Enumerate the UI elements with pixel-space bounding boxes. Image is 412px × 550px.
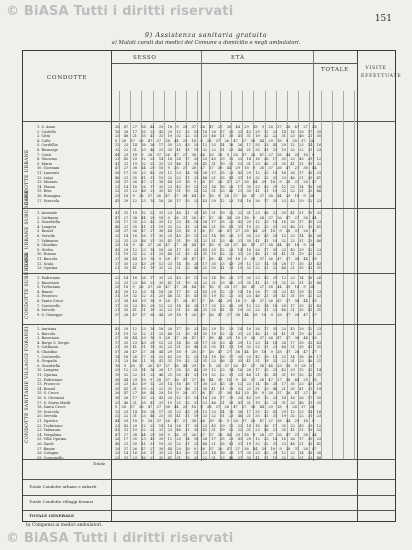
row-name: 6. Chiadino [37, 350, 58, 354]
statistics-table [22, 50, 402, 522]
row-name: 9. Maria [37, 161, 53, 166]
row-name: 1. Padriciano [37, 276, 61, 280]
row-name: 7. Valmaura [37, 238, 59, 243]
row-name: 13. Prosecco [37, 382, 60, 387]
row-values: 31 19 32 22 31 23 46 21 35 41 31 19 32 22 31 23 46 21 35 41 31 19 32 22 [115, 331, 322, 336]
row-values: 41 31 19 32 22 31 23 46 21 35 41 31 19 32 22 31 23 46 21 35 41 31 19 32 [115, 211, 322, 215]
section-urbane: CONDOTTE URBANE [25, 149, 30, 205]
row-values: 17 35 23 43 29 12 23 14 16 26 17 35 23 43 29 12 23 14 16 26 17 35 23 43 [115, 261, 322, 266]
row-values: 29 18 9 28 37 26 47 27 38 44 29 18 9 28 37 26 47 27 38 44 29 18 9 28 [115, 285, 315, 290]
row-name: 10. Roiano [37, 252, 56, 257]
row-name: 13. Munaro [37, 180, 58, 185]
header-totale: TOTALE [321, 67, 349, 73]
row-values: 28 37 26 47 27 38 44 29 18 9 28 37 26 47 27 38 44 29 18 9 28 37 26 47 [115, 180, 317, 185]
row-values: 37 26 47 27 38 44 29 18 9 28 37 26 47 27 38 44 29 18 9 28 37 26 47 27 [115, 350, 317, 354]
row-name: 3. Città [37, 134, 51, 139]
row-values: 22 31 23 46 21 35 41 31 19 32 22 31 23 46 21 35 41 31 19 32 22 31 23 46 [115, 455, 322, 460]
row-values: 47 27 38 44 29 18 9 28 37 26 47 27 38 44 29 18 9 28 37 26 47 27 38 44 [115, 166, 317, 171]
row-values: 32 22 31 23 46 21 35 41 31 19 32 22 31 23 46 21 35 41 31 19 32 22 31 23 [115, 414, 322, 419]
row-name: 18. Santa Croce [37, 405, 66, 410]
row-name: 17. Scorcola [37, 198, 60, 203]
row-values: 22 31 23 46 21 35 41 31 19 32 22 31 23 46 21 35 41 31 19 32 22 31 23 46 [115, 238, 322, 243]
row-values: 23 43 29 12 23 14 16 26 17 35 23 43 29 12 23 14 16 26 17 35 23 43 29 12 [115, 157, 322, 162]
row-name: 8. Servola [37, 308, 55, 313]
row-name: 16. S. Giovanni [37, 396, 64, 400]
row-values: 17 35 23 43 29 12 23 14 16 26 17 35 23 43 29 12 23 14 16 26 17 35 23 43 [115, 303, 322, 308]
row-values: 19 32 22 31 23 46 21 35 41 31 19 32 22 31 23 46 21 35 41 31 19 32 22 31 [115, 373, 322, 377]
row-name: 12. Scala [37, 261, 54, 266]
row-name: 1. S. Anna [37, 125, 56, 129]
row-values: 29 18 9 28 37 26 47 27 38 44 29 18 9 28 37 26 47 27 38 44 29 18 9 28 [115, 243, 315, 248]
summary-urban: Totale Condotte urbane e suburb. [29, 484, 98, 489]
section-suburbane: CONDOTTE SUBURBANE [25, 252, 30, 319]
header-sesso: SESSO [133, 55, 157, 61]
row-values: 14 16 26 17 35 23 43 29 12 23 14 16 26 17 35 23 43 29 12 23 14 16 26 17 [115, 354, 322, 359]
row-values: 28 37 26 47 27 38 44 29 18 9 28 37 26 47 27 38 44 29 18 9 28 37 26 47 [115, 229, 317, 234]
header-eta: ETÀ [231, 55, 245, 61]
row-values: 35 23 43 29 12 23 14 16 26 17 35 23 43 29 12 23 14 16 26 17 35 23 43 29 [115, 382, 322, 387]
row-values: 46 21 35 41 31 19 32 22 31 23 46 21 35 41 31 19 32 22 31 23 46 21 35 41 [115, 442, 322, 446]
row-name: 15. S. Croce [37, 391, 59, 396]
row-name: 26. Zaule [37, 442, 54, 446]
row-name: 15. Riva [37, 189, 52, 194]
row-values: 31 23 46 21 35 41 31 19 32 22 31 23 46 21 35 41 31 19 32 22 31 23 46 21 [115, 359, 322, 364]
header-condotte: CONDOTTE [47, 75, 88, 81]
row-name: 4. Longera [37, 224, 57, 229]
row-name: 10. Longera [37, 368, 59, 373]
row-values: 35 41 31 19 32 22 31 23 46 21 35 41 31 19 32 22 31 23 46 21 35 41 31 19 [115, 386, 322, 391]
row-name: 3. Guardiella [37, 220, 61, 225]
row-values: 47 27 38 44 29 18 9 28 37 26 47 27 38 44 29 18 9 28 37 26 47 27 38 44 [115, 215, 317, 220]
row-name: 1. Aurisina [37, 327, 57, 331]
row-values: 41 31 19 32 22 31 23 46 21 35 41 31 19 32 22 31 23 46 21 35 41 31 19 32 [115, 428, 322, 433]
row-name: 8. Giacomo [37, 157, 57, 162]
row-values: 23 14 16 26 17 35 23 43 29 12 23 14 16 26 17 35 23 43 29 12 23 14 16 26 [115, 451, 322, 456]
row-name: 2. Castello [37, 129, 56, 134]
table-title: 9) Assistenza sanitaria gratuita [144, 31, 268, 39]
row-name: 24. Vergolana [37, 432, 62, 437]
row-name: 27. Banne [37, 446, 55, 451]
row-values: 23 46 21 35 41 31 19 32 22 31 23 46 21 35 41 31 19 32 22 31 23 46 21 35 [115, 134, 322, 139]
row-values: 23 14 16 26 17 35 23 43 29 12 23 14 16 26 17 35 23 43 29 12 23 14 16 26 [115, 234, 322, 238]
summary-villages: Totale Condotte villaggi foranei [29, 499, 94, 504]
row-name: 17. S. Maria Madd. [37, 400, 72, 405]
row-values: 43 29 12 23 14 16 26 17 35 23 43 29 12 23 14 16 26 17 35 23 43 29 12 23 [115, 327, 322, 331]
row-name: 4. Borgo S. Sergio [37, 340, 70, 345]
row-name: 6. Servola [37, 234, 55, 238]
row-values: 23 14 16 26 17 35 23 43 29 12 23 14 16 26 17 35 23 43 29 12 23 14 16 26 [115, 276, 322, 280]
row-name: 25. Villa Opicina [37, 437, 67, 442]
row-values: 21 35 41 31 19 32 22 31 23 46 21 35 41 31 19 32 22 31 23 46 21 35 41 31 [115, 308, 322, 313]
row-name: 5. Rozzol [37, 229, 54, 234]
row-name: 14. Rozzol [37, 386, 56, 391]
row-name: 14. Piazza [37, 184, 56, 189]
row-name: 6. Ricmanje [37, 148, 58, 152]
row-values: 16 26 17 35 23 43 29 12 23 14 16 26 17 35 23 43 29 12 23 14 16 26 17 35 [115, 396, 322, 400]
row-name: 2. Basovizza [37, 280, 59, 285]
row-values: 31 19 32 22 31 23 46 21 35 41 31 19 32 22 31 23 46 21 35 41 31 19 32 22 [115, 294, 322, 299]
row-name: 9. Guardiella [37, 363, 61, 368]
row-name: 2. Barcola [37, 331, 56, 336]
row-name: 21. Sgonico [37, 419, 58, 423]
row-values: 22 31 23 46 21 35 41 31 19 32 22 31 23 46 21 35 41 31 19 32 22 31 23 46 [115, 189, 322, 194]
row-values: 16 26 17 35 23 43 29 12 23 14 16 26 17 35 23 43 29 12 23 14 16 26 17 35 [115, 129, 322, 134]
row-values: 27 38 44 29 18 9 28 37 26 47 27 38 44 29 18 9 28 37 26 47 27 38 44 29 [115, 336, 317, 341]
row-name: 8. Chiadino [37, 243, 58, 248]
footnote: b) Compensi ai medici ambulatori. [26, 523, 103, 528]
row-name: 19. Scorcola [37, 409, 60, 414]
row-name: 9. S. Giuseppe [37, 312, 63, 317]
row-values: 29 18 9 28 37 26 47 27 38 44 29 18 9 28 37 26 47 27 38 44 29 18 9 28 [115, 194, 315, 198]
row-name: 7. Contovello [37, 303, 61, 308]
section-urbane-suburbane: COND. URBANE SUBURBANE [25, 190, 30, 269]
row-values: 26 47 27 38 44 29 18 9 28 37 26 47 27 38 44 29 18 9 28 37 26 47 27 38 [115, 125, 317, 129]
row-name: 3. Basovizza [37, 336, 59, 341]
row-name: 10. Giovanni [37, 166, 60, 171]
row-values: 18 9 28 37 26 47 27 38 44 29 18 9 28 37 26 47 27 38 44 29 18 9 28 37 [115, 363, 315, 368]
row-name: 4. Colle [37, 138, 51, 143]
row-name: 4. Banne [37, 289, 53, 294]
row-values: 26 17 35 23 43 29 12 23 14 16 26 17 35 23 43 29 12 23 14 16 26 17 35 23 [115, 437, 322, 442]
row-values: 12 23 14 16 26 17 35 23 43 29 12 23 14 16 26 17 35 23 43 29 12 23 14 16 [115, 143, 322, 148]
row-name: 3. Trebiciano [37, 285, 61, 290]
row-values: 43 29 12 23 14 16 26 17 35 23 43 29 12 23 14 16 26 17 35 23 43 29 12 23 [115, 289, 322, 294]
row-values: 44 29 18 9 28 37 26 47 27 38 44 29 18 9 28 37 26 47 27 38 44 29 18 9 [115, 152, 315, 157]
row-name: 5. Cattinara [37, 345, 59, 350]
row-name: 2. Cattinara [37, 215, 59, 220]
row-name: 11. Barcola [37, 257, 58, 261]
watermark-top: © BiASA Tutti i diritti riservati [6, 4, 234, 19]
section-villaggi: CONDOTTE SANITARIE VILLAGGI FORANEI [25, 326, 30, 443]
row-values: 12 23 14 16 26 17 35 23 43 29 12 23 14 16 26 17 35 23 43 29 12 23 14 16 [115, 409, 322, 414]
row-name: 13. Opicina [37, 266, 58, 271]
row-values: 44 29 18 9 28 37 26 47 27 38 44 29 18 9 28 37 26 47 27 38 44 29 18 9 [115, 419, 315, 423]
row-name: 28. Cologna [37, 451, 59, 456]
row-name: 22. Trebiciano [37, 423, 63, 428]
row-name: 11. Opicina [37, 373, 58, 377]
row-values: 47 27 38 44 29 18 9 28 37 26 47 27 38 44 29 18 9 28 37 26 47 27 38 44 [115, 432, 317, 437]
row-values: 37 26 47 27 38 44 29 18 9 28 37 26 47 27 38 44 29 18 9 28 37 26 47 27 [115, 312, 317, 317]
row-name: 16. Romagna [37, 194, 61, 198]
row-name: 12. Padriciano [37, 377, 63, 382]
row-name: 23. Valmaura [37, 428, 61, 433]
row-name: 9. Gretta [37, 247, 53, 252]
row-values: 43 29 12 23 14 16 26 17 35 23 43 29 12 23 14 16 26 17 35 23 43 29 12 23 [115, 198, 322, 203]
row-values: 46 21 35 41 31 19 32 22 31 23 46 21 35 41 31 19 32 22 31 23 46 21 35 41 [115, 224, 322, 229]
row-values: 31 19 32 22 31 23 46 21 35 41 31 19 32 22 31 23 46 21 35 41 31 19 32 22 [115, 252, 322, 257]
row-name: 1. Arsenale [37, 211, 58, 215]
row-values: 46 21 35 41 31 19 32 22 31 23 46 21 35 41 31 19 32 22 31 23 46 21 35 41 [115, 175, 322, 180]
row-values: 22 31 23 46 21 35 41 31 19 32 22 31 23 46 21 35 41 31 19 32 22 31 23 46 [115, 280, 322, 285]
row-values: 17 35 23 43 29 12 23 14 16 26 17 35 23 43 29 12 23 14 16 26 17 35 23 43 [115, 340, 322, 345]
row-values: 23 43 29 12 23 14 16 26 17 35 23 43 29 12 23 14 16 26 17 35 23 43 29 12 [115, 423, 322, 428]
row-name: 29. Conconello [37, 455, 64, 460]
row-name: 12. Luigi [37, 175, 53, 180]
row-name: 5. Prosecco [37, 294, 58, 299]
row-values: 43 29 12 23 14 16 26 17 35 23 43 29 12 23 14 16 26 17 35 23 43 29 12 23 [115, 247, 322, 252]
row-values: 32 22 31 23 46 21 35 41 31 19 32 22 31 23 46 21 35 41 31 19 32 22 31 23 [115, 148, 322, 152]
table-subtitle: a) Malati curati dai medici del Comune a domicilio e negli ambulatori. [111, 40, 301, 46]
row-values: 29 12 23 14 16 26 17 35 23 43 29 12 23 14 16 26 17 35 23 43 29 12 23 14 [115, 368, 322, 373]
row-values: 26 17 35 23 43 29 12 23 14 16 26 17 35 23 43 29 12 23 14 16 26 17 35 23 [115, 171, 322, 175]
row-name: 7. Conti [37, 152, 52, 157]
total-row-label: Totale [93, 461, 106, 466]
header-visite: VISITE EFFETTUATE [361, 66, 402, 79]
row-values: 9 28 37 26 47 27 38 44 29 18 9 28 37 26 47 27 38 44 29 18 9 28 37 26 [115, 405, 315, 410]
row-values: 23 46 21 35 41 31 19 32 22 31 23 46 21 35 41 31 19 32 22 31 23 46 21 35 [115, 400, 322, 405]
row-values: 27 38 44 29 18 9 28 37 26 47 27 38 44 29 18 9 28 37 26 47 27 38 44 29 [115, 299, 317, 303]
row-values: 21 35 41 31 19 32 22 31 23 46 21 35 41 31 19 32 22 31 23 46 21 35 41 31 [115, 266, 322, 271]
row-name: 6. Santa Croce [37, 299, 64, 303]
row-values: 28 37 26 47 27 38 44 29 18 9 28 37 26 47 27 38 44 29 18 9 28 37 26 47 [115, 446, 317, 451]
row-values: 23 14 16 26 17 35 23 43 29 12 23 14 16 26 17 35 23 43 29 12 23 14 16 26 [115, 184, 322, 189]
row-values: 26 17 35 23 43 29 12 23 14 16 26 17 35 23 43 29 12 23 14 16 26 17 35 23 [115, 220, 322, 225]
row-name: 5. Cordellia [37, 143, 58, 148]
row-values: 41 31 19 32 22 31 23 46 21 35 41 31 19 32 22 31 23 46 21 35 41 31 19 32 [115, 161, 322, 166]
row-values: 9 28 37 26 47 27 38 44 29 18 9 28 37 26 47 27 38 44 29 18 9 28 37 26 [115, 138, 315, 143]
row-values: 27 38 44 29 18 9 28 37 26 47 27 38 44 29 18 9 28 37 26 47 27 38 44 29 [115, 257, 317, 261]
watermark-bottom: © BiASA Tutti i diritti riservati [6, 531, 234, 546]
row-values: 21 35 41 31 19 32 22 31 23 46 21 35 41 31 19 32 22 31 23 46 21 35 41 31 [115, 345, 322, 350]
row-name: 20. Servola [37, 414, 58, 419]
summary-general: TOTALE GENERALE [29, 513, 75, 518]
page-number: 151 [374, 14, 392, 24]
row-values: 26 47 27 38 44 29 18 9 28 37 26 47 27 38 44 29 18 9 28 37 26 47 27 38 [115, 391, 317, 396]
row-name: 8. Gropada [37, 359, 57, 364]
row-name: 7. Contovello [37, 354, 61, 359]
row-values: 38 44 29 18 9 28 37 26 47 27 38 44 29 18 9 28 37 26 47 27 38 44 29 18 [115, 377, 317, 382]
row-name: 11. Laurenti [37, 171, 59, 175]
